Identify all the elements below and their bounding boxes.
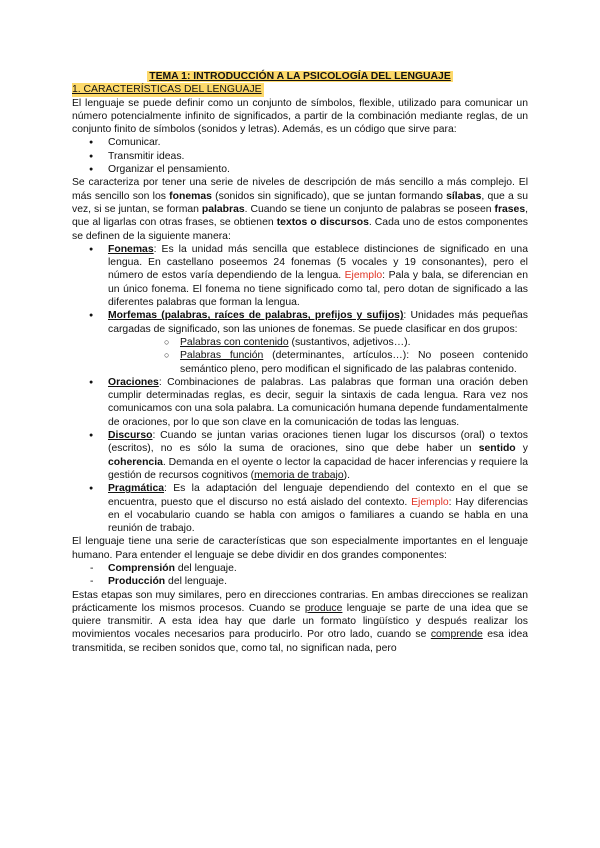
section-heading: 1. CARACTERÍSTICAS DEL LENGUAJE: [72, 84, 262, 96]
uses-list: [72, 136, 528, 176]
term-discurso: ● Discurso: Cuando se juntan varias oraciones tienen lugar los discursos (oral) o textos (escritos), no es sólo la suma de oraciones, sino que debe haber un sentido y coherencia. Demanda en el oyente o lector la capacidad de hacer inferencias y requiere la gestión de recursos cognitivos (memoria de trabajo).: [72, 429, 528, 482]
list-item: - Producción del lenguaje.: [72, 575, 528, 588]
example-label: Ejemplo: [344, 270, 383, 282]
morfemas-sublist: [108, 336, 528, 376]
list-item: ● Comunicar.: [72, 136, 528, 149]
list-item: ○ Palabras con contenido (sustantivos, adjetivos…).: [108, 336, 528, 349]
page-title: TEMA 1: INTRODUCCIÓN A LA PSICOLOGÍA DEL LENGUAJE: [149, 71, 451, 82]
components-paragraph: El lenguaje tiene una serie de características que son especialmente importantes en el lenguaje humano. Para entender el lenguaje se debe dividir en dos grandes componentes:: [72, 536, 528, 561]
term-morfemas: ● Morfemas (palabras, raíces de palabras, prefijos y sufijos): Unidades más pequeñas cargadas de significado, son las uniones de fonemas. Se puede clasificar en dos grupos: ○ Palabras con contenido (sustantivos, adjetivos…). ○ Palabras función (determinantes, artículos…): No poseen contenido semántico pleno, pero modifican el significado de las palabras contenido.: [72, 309, 528, 375]
document-page: [72, 70, 528, 655]
term-oraciones: ● Oraciones: Combinaciones de palabras. Las palabras que forman una oración deben cumplir determinadas reglas, es decir, seguir la sintaxis de cada lengua. Rara vez nos comunicamos con una sola palabra. La comunicación humana depende fundamentalmente de oraciones, por lo que son clave en la comunicación de todas las lenguas.: [72, 376, 528, 429]
levels-paragraph: Se caracteriza por tener una serie de niveles de descripción de más sencillo a más complejo. El más sencillo son los fonemas (sonidos sin significado), que se juntan formando sílabas, que a su vez, si se juntan, se forman palabras. Cuando se tiene un conjunto de palabras se poseen frases, que al ligarlas con otras frases, se obtienen textos o discursos. Cada uno de estos componentes se definen de la siguiente manera:: [72, 177, 528, 242]
components-list: [72, 562, 528, 589]
term-pragmatica: ● Pragmática: Es la adaptación del lenguaje dependiendo del contexto en el que se encuentra, puesto que el discurso no está aislado del contexto. Ejemplo: Hay diferencias en el vocabulario cuando se habla con amigos o familiares a cuando se habla en una reunión de trabajo.: [72, 482, 528, 535]
term-fonemas: ● Fonemas: Es la unidad más sencilla que establece distinciones de significado en una lengua. En castellano poseemos 24 fonemas (5 vocales y 19 consonantes), pero el número de estos varía dependiendo de la lengua. Ejemplo: Pala y bala, se diferencian en un único fonema. El fonema no tiene significado como tal, pero dotan de significado a las diferentes palabras que forman la lengua.: [72, 243, 528, 309]
example-label: Ejemplo: [411, 496, 449, 508]
closing-paragraph: Estas etapas son muy similares, pero en direcciones contrarias. En ambas direcciones se realizan prácticamente los mismos procesos. Cuando se produce lenguaje se parte de una idea que se quiere transmitir. A esta idea hay que darle un formato lingüístico y después realizar los movimientos vocales necesarios para producirlo. Por otro lado, cuando se comprende esa idea transmitida, se reciben sonidos que, como tal, no significan nada, pero: [72, 589, 528, 654]
intro-paragraph: El lenguaje se puede definir como un conjunto de símbolos, flexible, utilizado para comunicar un número potencialmente infinito de significados, a partir de la combinación mediante reglas, de un conjunto finito de símbolos (sonidos y letras). Además, es un código que sirve para:: [72, 97, 528, 136]
list-item: ○ Palabras función (determinantes, artículos…): No poseen contenido semántico pleno, pero modifican el significado de las palabras contenido.: [108, 349, 528, 376]
list-item: - Comprensión del lenguaje.: [72, 562, 528, 575]
terms-list: [72, 243, 528, 536]
list-item: ● Organizar el pensamiento.: [72, 163, 528, 176]
list-item: ● Transmitir ideas.: [72, 150, 528, 163]
